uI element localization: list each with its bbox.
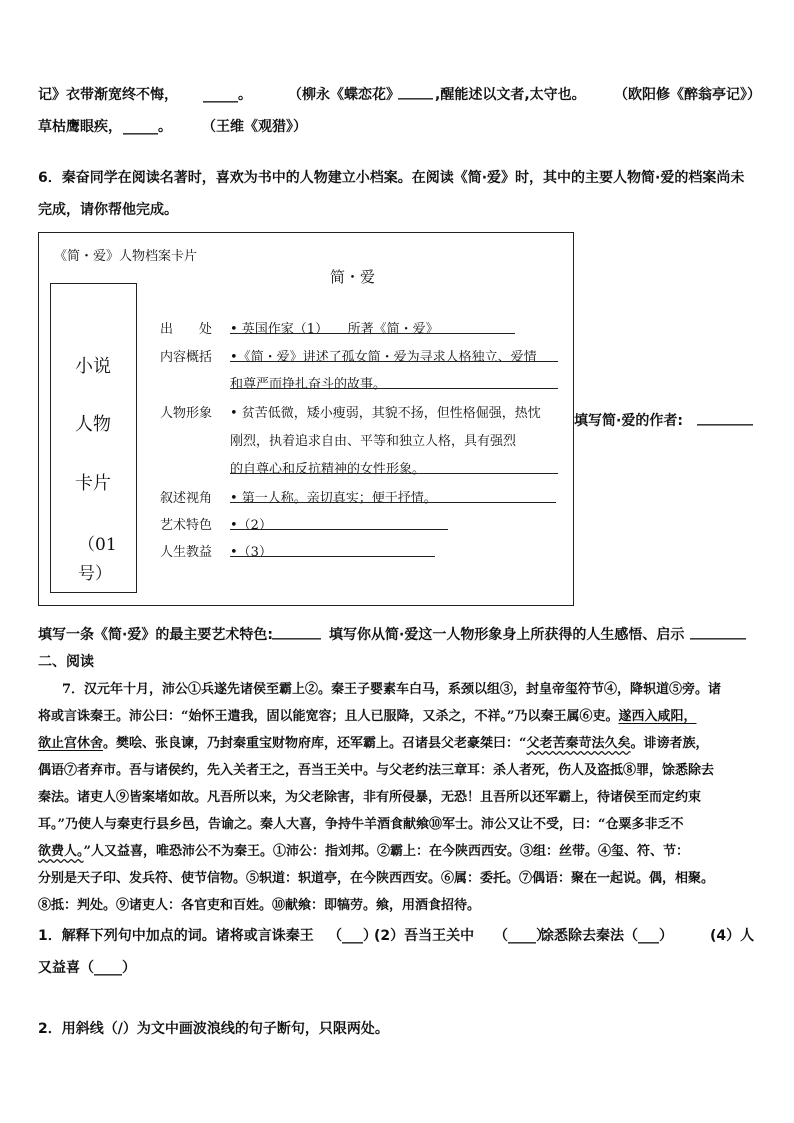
passage-wavy-sentence: 欲费人。 [38,844,84,859]
author-answer-blank[interactable]: ________ [697,410,753,426]
row-content: • 第一人称。亲切真实；便于抒情。 [230,491,437,506]
answer-blank[interactable]: _______ [272,624,321,640]
answer-blank[interactable]: _____ [398,84,433,100]
answer-blank[interactable]: _____。 [203,87,252,103]
row-label-art: 艺术特色 [160,518,213,533]
answer-blank[interactable]: ________ [690,624,746,640]
card-name: 简・爱 [330,268,376,286]
passage-underlined: 遂西入咸阳， [618,709,697,724]
row-content: •（3） [230,545,272,560]
fill-prompt-art: 填写一条《简·爱》的最主要艺术特色: [38,627,273,643]
card-id-label: 号） [78,564,112,584]
row-label-perspective: 叙述视角 [160,491,213,506]
fill-prompt-insight: 填写你从简·爱这一人物形象身上所获得的人生感悟、启示 [329,627,685,643]
passage-wavy-sentence: 父老苦秦苛法久矣 [526,736,631,751]
sub-question-1: 1．解释下列句中加点的词。诸将或言诛秦王 [38,928,314,944]
card-id-label: （01 [78,535,117,555]
sub-question-1: (2）吾当王关中 [374,928,475,944]
question-6-text: 完成，请你帮他完成。 [38,202,178,218]
answer-blank[interactable]: （____） [494,928,550,944]
answer-blank[interactable]: （___） [328,928,377,944]
poem-line-1: 记》衣带渐宽终不悔， [38,87,178,103]
poem-line-3: 草枯鹰眼疾， [38,119,122,135]
answer-blank[interactable]: _____。 [123,119,172,135]
row-content: 的自尊心和反抗精神的女性形象。 [230,462,426,477]
row-content: •（2） [230,518,272,533]
passage-line: 偶语⑦者弃市。吾与诸侯约，先入关者王之，吾当王关中。与父老约法三章耳：杀人者死，伤人及盗抵⑧罪，馀悉除去 [38,763,715,778]
sub-question-1: 又益喜（____） [38,960,136,976]
passage-line: 秦法。诸吏人⑨皆案堵如故。凡吾所以来，为父老除害，非有所侵暴，无恐！且吾所以还军霸上，待诸侯至而定约束 [38,790,702,805]
section-heading: 二、阅读 [38,654,94,670]
passage-line: 将或言诛秦王。沛公曰：“始怀王遣我，固以能宽容；且人已服降，又杀之，不祥。”乃以秦王属⑥吏。 [38,709,619,724]
card-id-label: 小说 [75,356,111,377]
source-citation: （柳永《蝶恋花》 [288,87,400,103]
card-id-label: 人物 [75,414,111,435]
row-label-lesson: 人生教益 [160,545,213,560]
passage-line: ⑧抵：判处。⑨诸吏人：各官吏和百姓。⑩献飨：即犒劳。飨，用酒食招待。 [38,898,481,913]
author-prompt: 填写简·爱的作者: [574,413,683,429]
card-id-label: 卡片 [75,473,111,494]
passage-line: 分别是天子印、发兵符、使节信物。⑤轵道：轵道亭，在今陕西西安。⑥属：委托。⑦偶语：聚在一起说。偶，相聚。 [38,871,715,886]
sub-question-1: 馀悉除去秦法（___） [540,928,673,944]
passage-underlined: 欲止宫休舍 [38,736,104,751]
row-label-summary: 内容概括 [160,350,213,365]
source-citation: （欧阳修《醉翁亭记》） [614,87,761,103]
sub-question-1: (4）人 [710,928,755,944]
poem-line-2: ,醒能述以文者,太守也。 [435,87,586,103]
row-content: 和尊严而挣扎奋斗的故事。 [230,377,387,392]
passage-line: 。诽谤者族， [630,736,709,751]
passage-line: 7．汉元年十月，沛公①兵遂先诸侯至霸上②。秦王子婴素车白马，系颈以组③，封皇帝玺符节④，降轵道⑤旁。诸 [62,682,722,697]
passage-line: ”人又益喜，唯恐沛公不为秦王。①沛公：指刘邦。②霸上：在今陕西西安。③组：丝带。④玺、符、节： [83,844,689,859]
card-header: 《简・爱》人物档案卡片 [54,249,198,264]
sub-question-2: 2．用斜线（/）为文中画波浪线的句子断句，只限两处。 [38,1021,389,1037]
passage-line: 。樊哙、张良谏，乃封秦重宝财物府库，还军霸上。召诸县父老豪桀曰：“ [103,736,527,751]
row-content: 刚烈，执着追求自由、平等和独立人格，具有强烈 [230,434,517,449]
row-label-source: 出 处 [160,322,213,337]
row-label-image: 人物形象 [160,406,213,421]
row-content: • 贫苦低微，矮小瘦弱，其貌不扬，但性格倔强，热忱 [230,406,541,421]
question-6-text: 6．秦奋同学在阅读名著时，喜欢为书中的人物建立小档案。在阅读《简·爱》时，其中的主要人物简·爱的档案尚未 [38,170,745,186]
passage-line: 耳。”乃使人与秦吏行县乡邑，告谕之。秦人大喜，争持牛羊酒食献飨⑩军士。沛公又让不受，曰：“仓粟多非乏不 [38,817,684,832]
row-content: • 英国作家（1） 所著《简・爱》 [230,322,439,337]
source-citation: （王维《观猎》） [202,119,307,135]
row-content: •《简・爱》讲述了孤女简・爱为寻求人格独立、爱情 [230,350,537,365]
